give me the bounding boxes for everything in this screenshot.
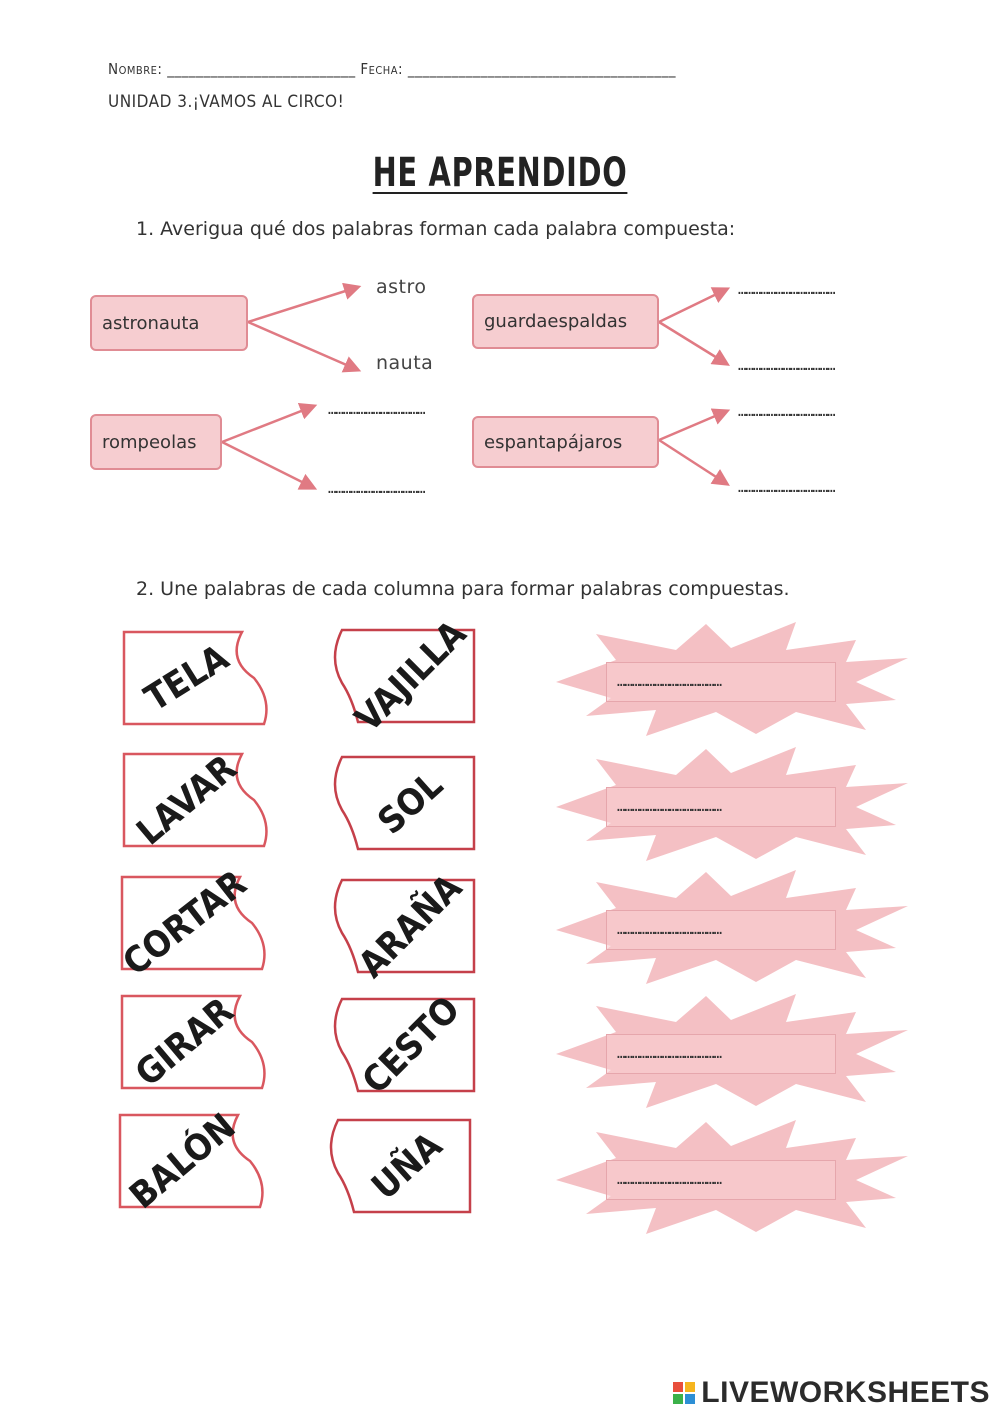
arrow: [222, 442, 314, 488]
card-col1-tela-text: TELA: [138, 636, 236, 720]
blank-rompeolas-2[interactable]: …………………………………: [328, 481, 425, 497]
exercise1-arrows: [0, 0, 1000, 560]
blank-guardaespaldas-2[interactable]: …………………………………: [738, 358, 835, 374]
exercise2-instruction: 2. Une palabras de cada columna para formar palabras compuestas.: [136, 578, 790, 600]
date-label: Fecha:: [360, 60, 404, 78]
card-col2-cesto-text: CESTO: [354, 988, 468, 1102]
card-col2-arana-text: ARAÑA: [351, 866, 471, 986]
card-col2-vajilla-text: VAJILLA: [347, 612, 475, 740]
page-title: HE APRENDIDO: [372, 150, 628, 196]
blank-espantapajaros-2[interactable]: …………………………………: [738, 480, 835, 496]
card-col2-arana[interactable]: [330, 866, 476, 986]
arrow: [248, 322, 358, 370]
card-col2-cesto[interactable]: [330, 988, 476, 1102]
unit-label: UNIDAD 3.¡VAMOS AL CIRCO!: [108, 92, 345, 112]
arrow: [659, 322, 727, 364]
blank-espantapajaros-1[interactable]: …………………………………: [738, 404, 835, 420]
exercise1-instruction: 1. Averigua qué dos palabras forman cada palabra compuesta:: [136, 218, 736, 240]
word-box-rompeolas: rompeolas: [90, 414, 222, 470]
card-col1-balon-text: BALÓN: [122, 1105, 244, 1217]
card-col1-lavar-text: LAVAR: [129, 747, 245, 853]
word-box-guardaespaldas: guardaespaldas: [472, 294, 659, 349]
card-col1-girar[interactable]: [120, 989, 270, 1095]
blank-rompeolas-1[interactable]: …………………………………: [328, 402, 425, 418]
answer-field-2[interactable]: ……………………………………: [606, 787, 836, 827]
card-col2-una[interactable]: [326, 1118, 472, 1214]
card-col1-balon[interactable]: [118, 1105, 268, 1217]
liveworksheets-logo: [673, 1376, 990, 1410]
answer-burst-1: [556, 620, 912, 738]
name-label: Nombre:: [108, 60, 163, 78]
answer-field-5[interactable]: ……………………………………: [606, 1160, 836, 1200]
card-col2-sol-text: SOL: [370, 763, 452, 843]
card-col2-sol[interactable]: [330, 755, 476, 851]
date-blank: _____________________________________: [407, 60, 676, 78]
blank-guardaespaldas-1[interactable]: …………………………………: [738, 282, 835, 298]
word-box-espantapajaros: espantapájaros: [472, 416, 659, 468]
answer-field-4[interactable]: ……………………………………: [606, 1034, 836, 1074]
card-col1-cortar[interactable]: [115, 862, 270, 984]
answer-burst-4: [556, 992, 912, 1110]
part1-astronauta: astro: [376, 276, 427, 298]
arrow: [659, 289, 727, 322]
card-col2-una-text: UÑA: [364, 1124, 450, 1208]
logo-icon: [673, 1382, 695, 1404]
arrow: [222, 406, 314, 442]
answer-field-3[interactable]: ……………………………………: [606, 910, 836, 950]
logo-text: LIVEWORKSHEETS: [701, 1376, 990, 1409]
answer-burst-5: [556, 1118, 912, 1236]
card-col2-vajilla[interactable]: [330, 612, 476, 740]
card-col1-tela[interactable]: [122, 630, 272, 726]
card-col1-lavar[interactable]: [122, 747, 272, 853]
answer-burst-3: [556, 868, 912, 986]
part2-astronauta: nauta: [376, 352, 434, 374]
card-col1-girar-text: GIRAR: [128, 989, 242, 1095]
answer-burst-2: [556, 745, 912, 863]
arrow: [248, 287, 358, 322]
answer-field-1[interactable]: ……………………………………: [606, 662, 836, 702]
arrow: [659, 411, 727, 440]
name-blank: __________________________: [167, 60, 356, 78]
card-col1-cortar-text: CORTAR: [115, 862, 255, 984]
arrow: [659, 440, 727, 484]
word-box-astronauta: astronauta: [90, 295, 248, 351]
